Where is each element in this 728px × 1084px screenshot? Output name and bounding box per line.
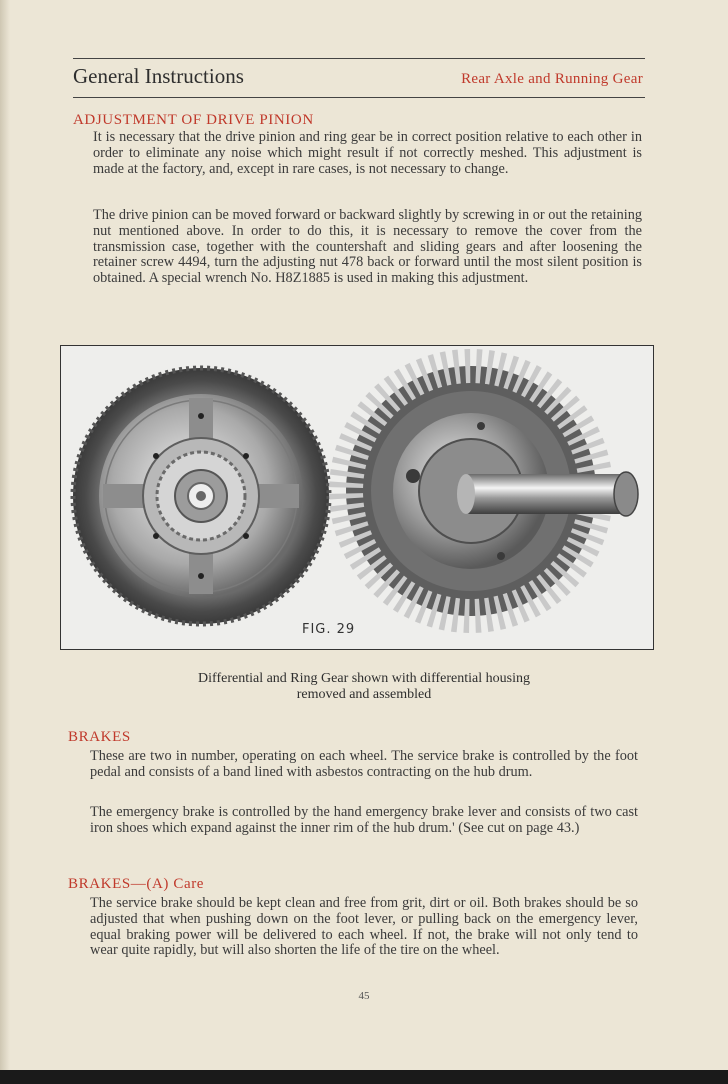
figure-caption	[100, 671, 628, 703]
figure-caption-line-2: removed and assembled	[296, 687, 432, 702]
paragraph-drive-pinion-2: The drive pinion can be moved forward or backward slightly by screwing in or out the retaining nut mentioned above. In order to do this, it is necessary to remove the cover from the transmission case, together with the countershaft and sliding gears and after loosening the retainer screw 4494, turn the adjusting nut 478 back or forward until the most silent position is obtained. A special wrench No. H8Z1885 is used in making this adjustment.	[93, 207, 642, 287]
header-chapter-title: Rear Axle and Running Gear	[461, 71, 643, 87]
heading-brakes: BRAKES	[68, 729, 131, 745]
ring-gear-drawing	[346, 366, 638, 616]
page-bottom-edge	[0, 1070, 728, 1084]
paragraph-brakes-2: The emergency brake is controlled by the hand emergency brake lever and consists of two cast iron shoes which expand against the inner rim of the hub drum.' (See cut on page 43.)	[90, 804, 638, 836]
differential-housing-drawing	[73, 368, 329, 624]
gear-illustration	[61, 346, 653, 649]
header-section-title: General Instructions	[73, 64, 244, 88]
page-edge	[0, 0, 10, 1084]
figure-differential-ring-gear	[60, 345, 654, 650]
page-number: 45	[358, 990, 370, 1002]
paragraph-brakes-1: These are two in number, operating on each wheel. The service brake is controlled by the foot pedal and consists of a band lined with asbestos contracting on the hub drum.	[90, 748, 638, 780]
heading-brakes-care: BRAKES—(A) Care	[68, 876, 205, 892]
paragraph-drive-pinion-1: It is necessary that the drive pinion and ring gear be in correct position relative to each other in order to eliminate any noise which might result if not correctly meshed. This adjustment is made at the factory, and, except in rare cases, is not necessary to change.	[93, 129, 642, 177]
page-header	[73, 58, 645, 98]
heading-drive-pinion: ADJUSTMENT OF DRIVE PINION	[73, 112, 314, 128]
figure-label: FIG. 29	[302, 622, 356, 637]
figure-caption-line-1: Differential and Ring Gear shown with differential housing	[198, 671, 530, 686]
paragraph-brakes-care: The service brake should be kept clean and free from grit, dirt or oil. Both brakes should be so adjusted that when pushing down on the foot lever, or pulling back on the emergency lever, equal braking power will be delivered to each wheel. If not, the brake will not only tend to wear quite rapidly, but will also shorten the life of the tire on the wheel.	[90, 895, 638, 959]
